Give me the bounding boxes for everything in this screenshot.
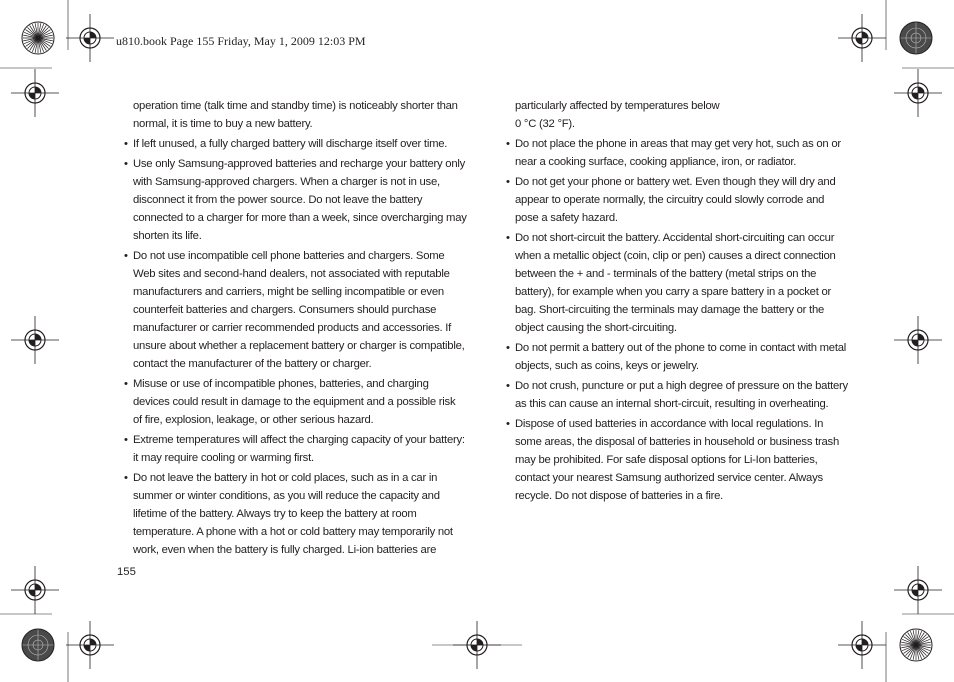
- bullet-icon: •: [506, 176, 510, 188]
- list-item: • Extreme temperatures will affect the charging capacity of your battery: it may require cooling or warming first.: [133, 431, 467, 467]
- bullet-icon: •: [506, 342, 510, 354]
- list-item: • If left unused, a fully charged battery will discharge itself over time.: [133, 135, 467, 153]
- list-item: • Do not place the phone in areas that may get very hot, such as on or near a cooking surface, cooking appliance, iron, or radiator.: [515, 135, 849, 171]
- bullet-icon: •: [124, 138, 128, 150]
- bullet-icon: •: [506, 138, 510, 150]
- bullet-list: [124, 135, 467, 559]
- bullet-icon: •: [124, 434, 128, 446]
- list-item: • Do not leave the battery in hot or cold places, such as in a car in summer or winter conditions, as you will reduce the capacity and lifetime of the battery. Always try to keep the battery at room temperature. A phone with a hot or cold battery may temporarily not work, even when the battery is fully charged. Li-ion batteries are: [133, 469, 467, 559]
- bullet-list: [506, 135, 849, 505]
- bullet-icon: •: [506, 418, 510, 430]
- list-item: • Dispose of used batteries in accordance with local regulations. In some areas, the disposal of batteries in household or business trash may be prohibited. For safe disposal options for Li-Ion batteries, contact your nearest Samsung authorized service center. Always recycle. Do not dispose of batteries in a fire.: [515, 415, 849, 505]
- bullet-icon: •: [124, 158, 128, 170]
- list-item: • Use only Samsung-approved batteries and recharge your battery only with Samsung-approved chargers. When a charger is not in use, disconnect it from the power source. Do not leave the battery connected to a charger for more than a week, since overcharging may shorten its life.: [133, 155, 467, 245]
- bullet-icon: •: [124, 472, 128, 484]
- bullet-icon: •: [124, 378, 128, 390]
- page-number: 155: [117, 566, 136, 578]
- bullet-icon: •: [506, 232, 510, 244]
- continued-line: 0 °C (32 °F).: [515, 118, 575, 130]
- list-item: • Do not get your phone or battery wet. Even though they will dry and appear to operate normally, the circuitry could slowly corrode and pose a safety hazard.: [515, 173, 849, 227]
- print-slug: u810.book Page 155 Friday, May 1, 2009 12:03 PM: [116, 34, 366, 48]
- list-item: • Do not crush, puncture or put a high degree of pressure on the battery as this can cause an internal short-circuit, resulting in overheating.: [515, 377, 849, 413]
- list-item: • Do not use incompatible cell phone batteries and chargers. Some Web sites and second-hand dealers, not associated with reputable manufacturers and carriers, might be selling incompatible or even counterfeit batteries and chargers. Consumers should purchase manufacturer or carrier recommended products and accessories. If unsure about whether a replacement battery or charger is compatible, contact the manufacturer of the battery or charger.: [133, 247, 467, 373]
- left-column: [124, 97, 467, 559]
- bullet-icon: •: [124, 250, 128, 262]
- bullet-icon: •: [506, 380, 510, 392]
- continued-line: particularly affected by temperatures below: [515, 100, 720, 112]
- list-item: • Do not short-circuit the battery. Accidental short-circuiting can occur when a metallic object (coin, clip or pen) causes a direct connection between the + and - terminals of the battery (metal strips on the battery), for example when you carry a spare battery in a pocket or bag. Short-circuiting the terminals may damage the battery or the object causing the short-circuiting.: [515, 229, 849, 337]
- list-item: • Do not permit a battery out of the phone to come in contact with metal objects, such as coins, keys or jewelry.: [515, 339, 849, 375]
- continued-paragraph: operation time (talk time and standby time) is noticeably shorter than normal, it is time to buy a new battery.: [133, 100, 458, 130]
- right-column: [506, 97, 849, 505]
- list-item: • Misuse or use of incompatible phones, batteries, and charging devices could result in damage to the equipment and a possible risk of fire, explosion, leakage, or other serious hazard.: [133, 375, 467, 429]
